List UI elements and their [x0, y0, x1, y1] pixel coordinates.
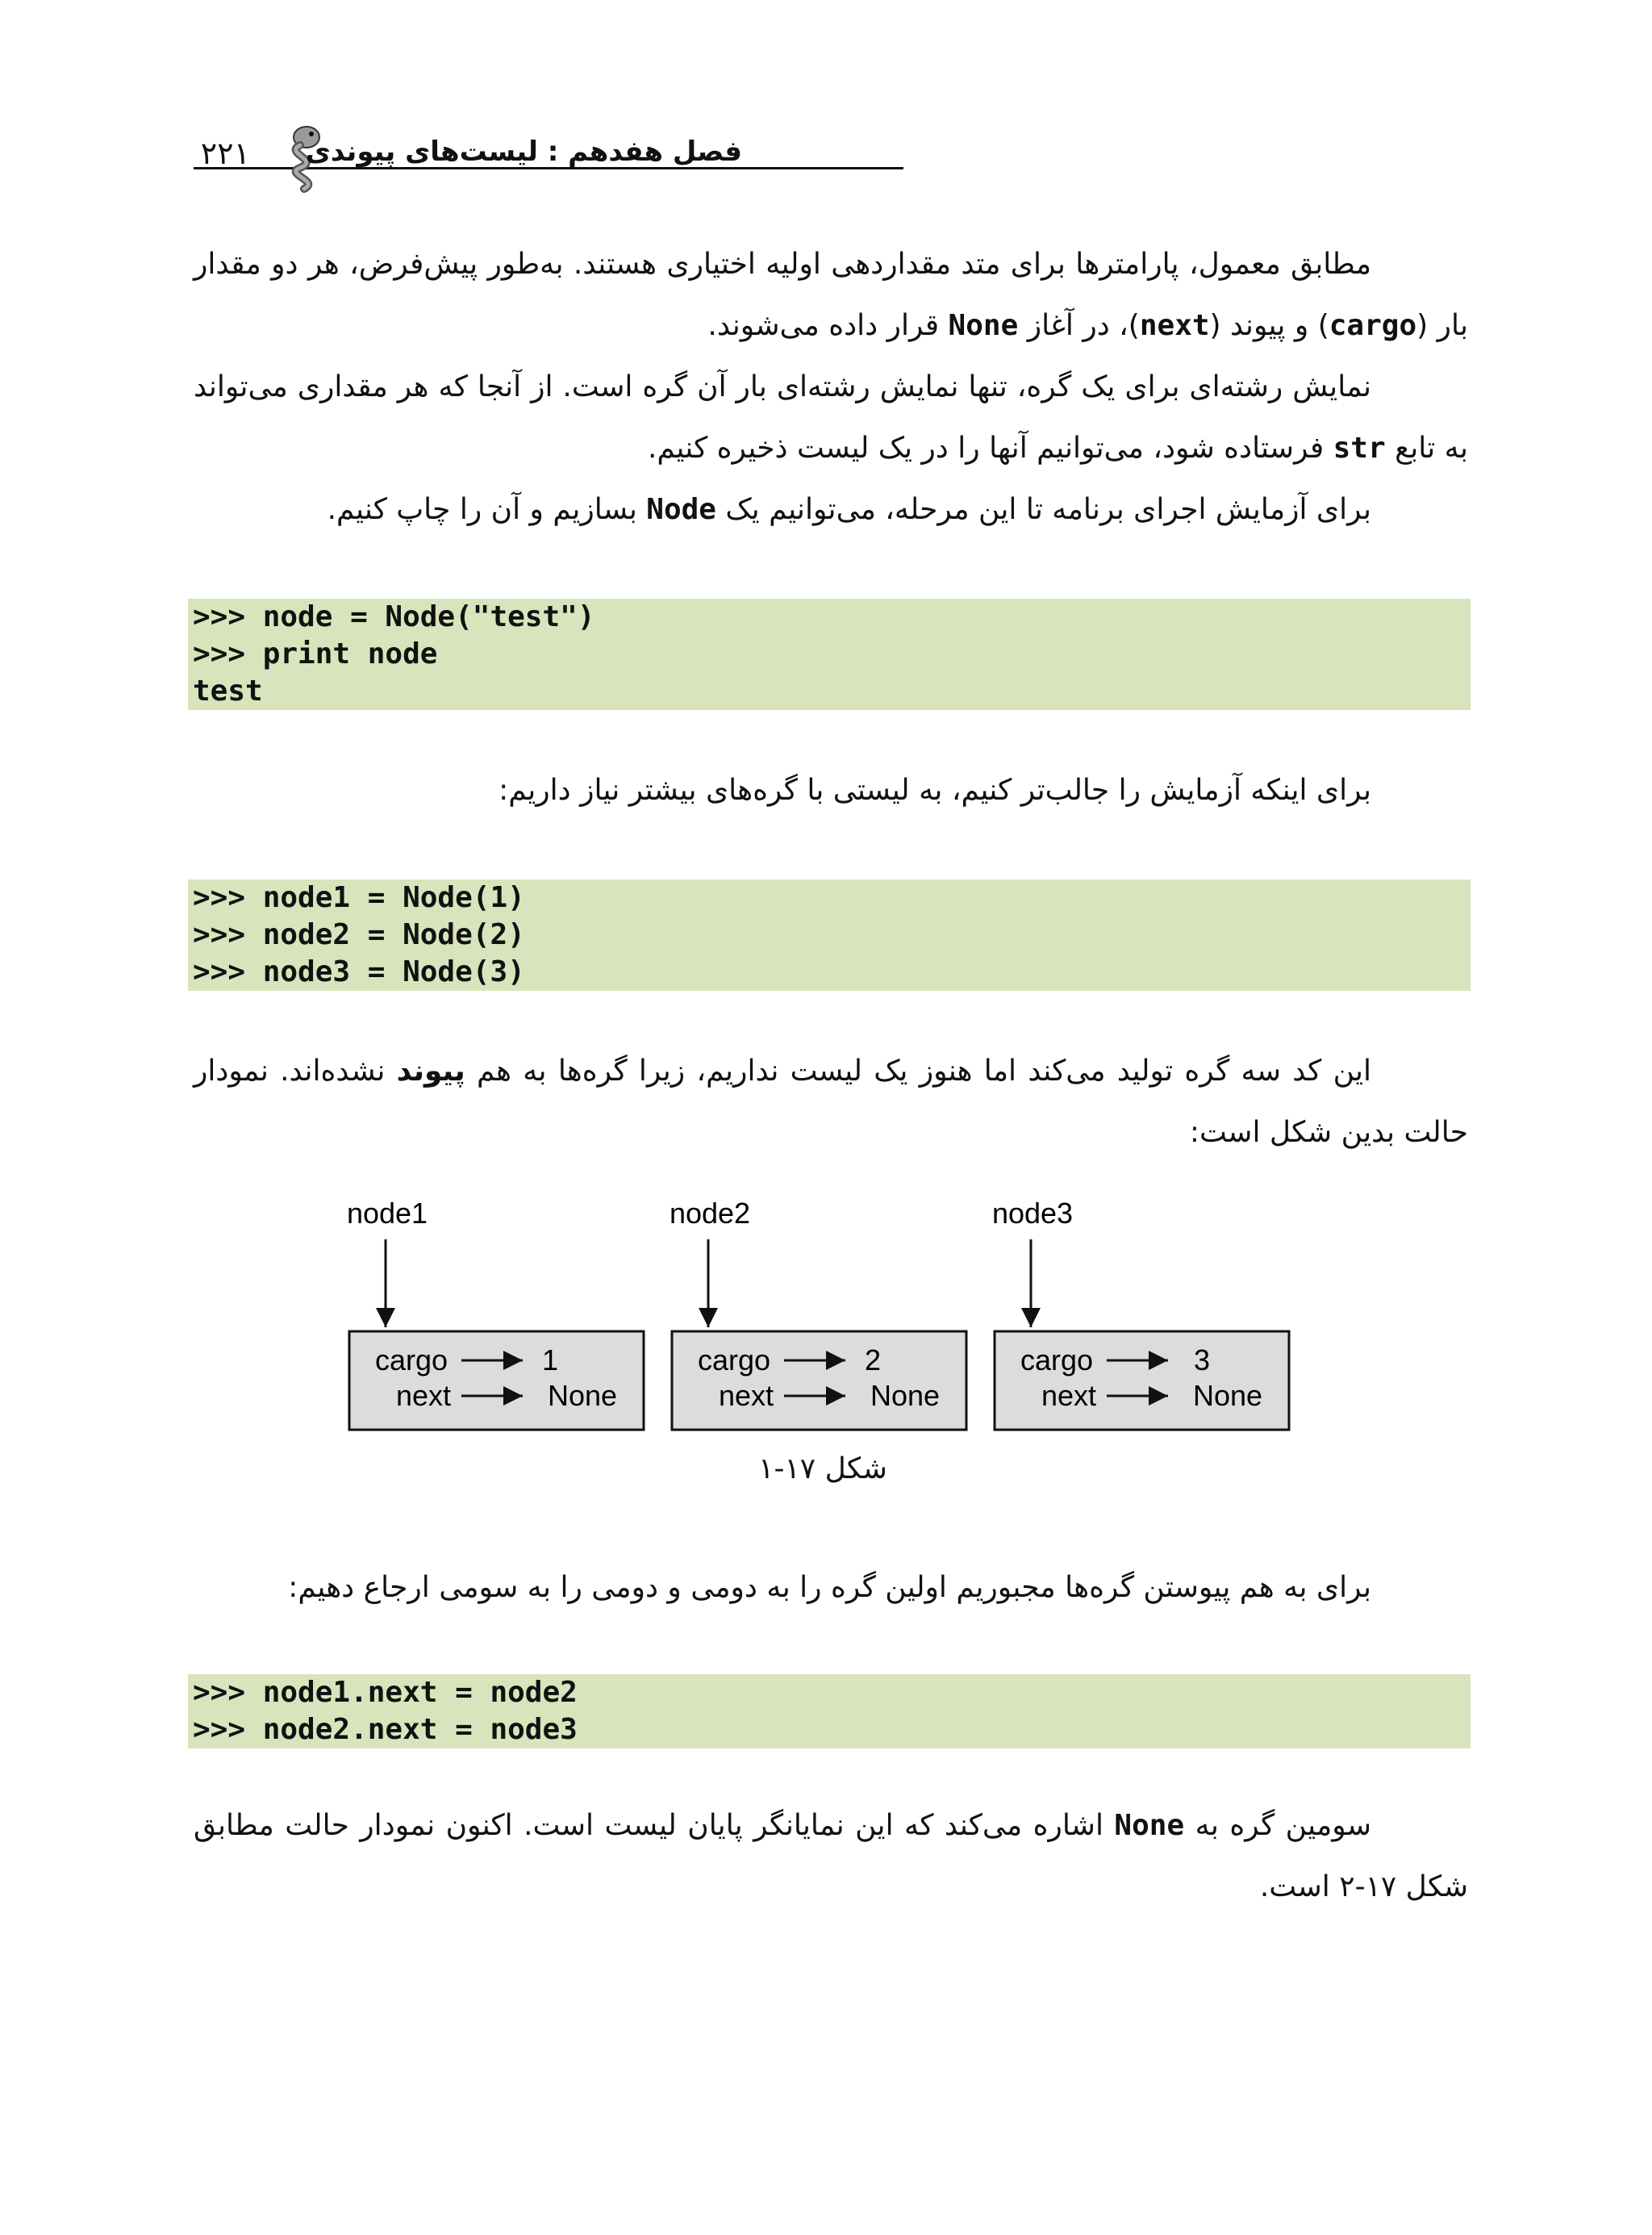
code-node: Node — [646, 493, 716, 526]
code-none: None — [1114, 1809, 1185, 1842]
next-value: None — [547, 1379, 618, 1412]
next-value: None — [1192, 1379, 1263, 1412]
paragraph-7: سومین گره به None اشاره می‌کند که این نمایانگر پایان لیست است. اکنون نمودار حالت مطابق شکل ۱۷-۲ است. — [194, 1809, 1468, 1903]
code-line: >>> node2 = Node(2) — [193, 918, 525, 951]
code-block-3 — [188, 1674, 1471, 1748]
node-diagram-svg — [323, 1194, 1323, 1436]
next-value: None — [870, 1379, 941, 1412]
cargo-label: cargo — [697, 1343, 771, 1377]
chapter-title: فصل هفدهم : لیست‌های پیوندی — [305, 136, 742, 168]
node-3 — [992, 1197, 1289, 1430]
code-line: >>> node = Node("test") — [193, 600, 595, 633]
node-label: node1 — [346, 1197, 428, 1230]
next-label: next — [395, 1379, 452, 1412]
code-none: None — [948, 309, 1019, 342]
code-line: test — [193, 675, 263, 708]
cargo-label: cargo — [1020, 1343, 1094, 1377]
paragraph-6: برای به هم پیوستن گره‌ها مجبوریم اولین گره را به دومی و دومی را به سومی ارجاع دهیم: — [288, 1571, 1371, 1604]
code-next: next — [1139, 309, 1210, 342]
page-header — [194, 129, 1468, 186]
node-label: node3 — [991, 1197, 1074, 1230]
paragraph-5: این کد سه گره تولید می‌کند اما هنوز یک لیست نداریم، زیرا گره‌ها به هم پیوند نشده‌اند. نمودار حالت بدین شکل است: — [194, 1055, 1468, 1149]
code-line: >>> print node — [193, 637, 438, 670]
node-1 — [347, 1197, 644, 1430]
figure-caption: شکل ۱۷-۱ — [758, 1452, 887, 1485]
cargo-value: 3 — [1193, 1343, 1211, 1377]
bold-word-link: پیوند — [396, 1055, 465, 1088]
figure-node-diagram — [323, 1194, 1323, 1436]
code-line: >>> node2.next = node3 — [193, 1713, 578, 1746]
paragraph-3: برای آزمایش اجرای برنامه تا این مرحله، می‌توانیم یک Node بسازیم و آن را چاپ کنیم. — [327, 493, 1371, 526]
paragraph-4: برای اینکه آزمایش را جالب‌تر کنیم، به لیستی با گره‌های بیشتر نیاز داریم: — [499, 774, 1371, 807]
code-cargo: cargo — [1329, 309, 1417, 342]
paragraph-1: مطابق معمول، پارامترها برای متد مقداردهی اولیه اختیاری هستند. به‌طور پیش‌فرض، هر دو مقدار بار (cargo) و پیوند (next)، در آغاز None قرار داده می‌شوند. — [194, 248, 1468, 342]
page-number: ۲۲۱ — [200, 136, 250, 171]
cargo-value: 2 — [864, 1343, 882, 1377]
code-block-1 — [188, 599, 1471, 710]
cargo-value: 1 — [541, 1343, 559, 1377]
next-label: next — [1041, 1379, 1097, 1412]
code-block-2 — [188, 879, 1471, 991]
node-2 — [670, 1197, 966, 1430]
code-line: >>> node1.next = node2 — [193, 1676, 578, 1709]
next-label: next — [718, 1379, 774, 1412]
code-line: >>> node3 = Node(3) — [193, 955, 525, 988]
node-label: node2 — [669, 1197, 751, 1230]
code-str: str — [1333, 432, 1386, 465]
paragraph-2: نمایش رشته‌ای برای یک گره، تنها نمایش رشته‌ای بار آن گره است. از آنجا که هر مقداری می‌تواند به تابع str فرستاده شود، می‌توانیم آنها را در یک لیست ذخیره کنیم. — [194, 370, 1468, 465]
cargo-label: cargo — [374, 1343, 448, 1377]
code-line: >>> node1 = Node(1) — [193, 881, 525, 914]
